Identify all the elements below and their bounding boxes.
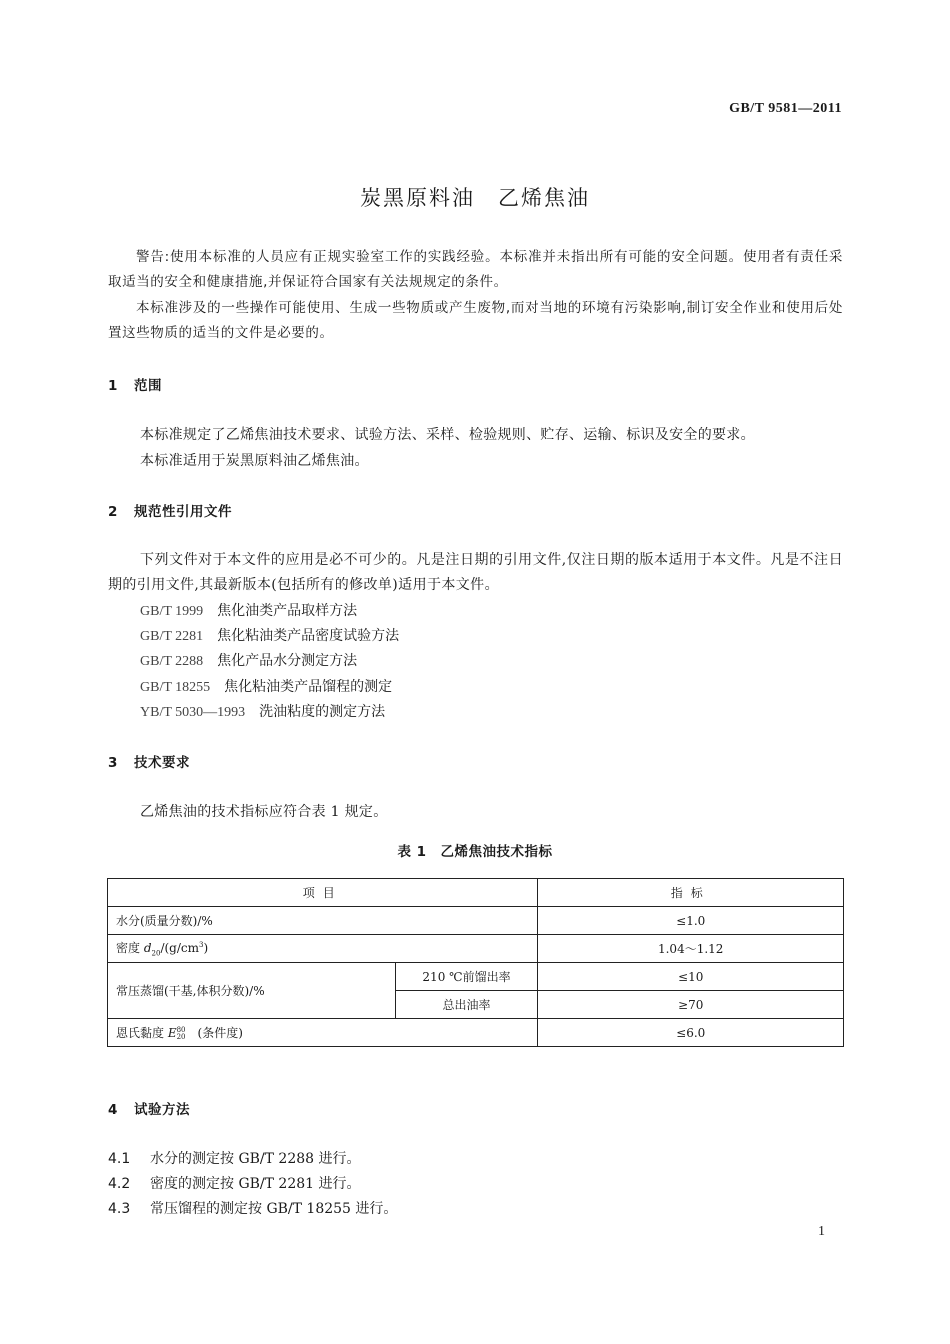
item-text: 水分的测定按 GB/T 2288 进行。 — [150, 1151, 361, 1167]
reference-code: GB/T 2288 — [140, 654, 204, 669]
row-value: ≥70 — [538, 991, 844, 1019]
reference-item — [140, 676, 392, 696]
reference-name: 焦化产品水分测定方法 — [217, 653, 358, 669]
section-title: 范围 — [134, 378, 162, 394]
density-symbol: d — [143, 941, 152, 956]
row-value: ≤10 — [538, 963, 844, 991]
reference-name: 焦化粘油类产品馏程的测定 — [224, 679, 393, 695]
sub-label: 210 ℃前馏出率 — [395, 963, 538, 991]
section-number: 2 — [108, 504, 118, 520]
warning-paragraph-1: 警告:使用本标准的人员应有正规实验室工作的实践经验。本标准并未指出所有可能的安全问题。使用者有责任采取适当的安全和健康措施,并保证符合国家有关法规规定的条件。 — [108, 249, 843, 290]
item-number: 4.3 — [108, 1201, 131, 1217]
reference-item — [140, 600, 357, 620]
reference-name: 洗油粘度的测定方法 — [259, 704, 386, 720]
item-number: 4.1 — [108, 1151, 131, 1167]
reference-name: 焦化粘油类产品密度试验方法 — [217, 628, 400, 644]
section-2-heading — [108, 500, 232, 520]
density-subscript: 20 — [151, 949, 161, 958]
engler-symbol: E — [167, 1026, 177, 1040]
scope-line-2: 本标准适用于炭黑原料油乙烯焦油。 — [140, 453, 369, 469]
reference-code: GB/T 1999 — [140, 604, 204, 619]
standard-code-header: GB/T 9581—2011 — [729, 101, 842, 116]
engler-indices — [177, 1027, 186, 1041]
reference-item — [140, 625, 399, 645]
section-number: 4 — [108, 1102, 118, 1118]
reference-item — [140, 701, 385, 721]
label-text: (条件度) — [185, 1026, 243, 1040]
section-number: 3 — [108, 755, 118, 771]
engler-superscript: 80 — [176, 1025, 186, 1034]
table-header-row — [108, 879, 844, 907]
method-item — [108, 1198, 397, 1218]
row-label — [108, 935, 538, 963]
sub-label: 总出油率 — [395, 991, 538, 1019]
table-row — [108, 963, 844, 991]
scope-line-1: 本标准规定了乙烯焦油技术要求、试验方法、采样、检验规则、贮存、运输、标识及安全的要求。 — [140, 427, 755, 443]
table-caption: 表 1 乙烯焦油技术指标 — [397, 844, 553, 860]
page-title: 炭黑原料油 乙烯焦油 — [360, 186, 590, 210]
method-item — [108, 1148, 361, 1168]
section-title: 试验方法 — [134, 1102, 190, 1118]
warning-paragraph-2: 本标准涉及的一些操作可能使用、生成一些物质或产生废物,而对当地的环境有污染影响,制订安全作业和使用后处置这些物质的适当的文件是必要的。 — [108, 300, 843, 341]
section-number: 1 — [108, 378, 118, 394]
reference-code: GB/T 2281 — [140, 629, 204, 644]
label-text: 恩氏黏度 — [116, 1026, 168, 1040]
reference-item — [140, 650, 357, 670]
label-text: 密度 — [116, 941, 144, 956]
header-item: 项目 — [108, 879, 538, 907]
label-text: ) — [203, 941, 209, 956]
section-3-heading — [108, 751, 190, 771]
header-index: 指标 — [538, 879, 844, 907]
spec-table — [107, 878, 844, 1047]
reference-code: GB/T 18255 — [140, 680, 211, 695]
section-1-heading — [108, 374, 162, 394]
table-row — [108, 935, 844, 963]
item-number: 4.2 — [108, 1176, 131, 1192]
requirements-line: 乙烯焦油的技术指标应符合表 1 规定。 — [140, 804, 388, 820]
method-item — [108, 1173, 361, 1193]
label-text: /(g/cm — [160, 941, 199, 956]
row-value: 1.04～1.12 — [538, 935, 844, 963]
unit-superscript: 3 — [199, 941, 204, 950]
row-value: ≤6.0 — [538, 1019, 844, 1047]
reference-name: 焦化油类产品取样方法 — [217, 603, 358, 619]
row-label: 常压蒸馏(干基,体积分数)/% — [108, 963, 396, 1019]
section-title: 技术要求 — [134, 755, 190, 771]
item-text: 密度的测定按 GB/T 2281 进行。 — [150, 1176, 361, 1192]
page-number: 1 — [818, 1224, 825, 1239]
section-4-heading — [108, 1098, 190, 1118]
table-row — [108, 907, 844, 935]
row-label: 水分(质量分数)/% — [108, 907, 538, 935]
references-intro: 下列文件对于本文件的应用是必不可少的。凡是注日期的引用文件,仅注日期的版本适用于本文件。凡是不注日期的引用文件,其最新版本(包括所有的修改单)适用于本文件。 — [108, 552, 843, 593]
reference-code: YB/T 5030—1993 — [140, 705, 246, 720]
table-row — [108, 1019, 844, 1047]
engler-subscript: 20 — [176, 1032, 186, 1041]
row-value: ≤1.0 — [538, 907, 844, 935]
item-text: 常压馏程的测定按 GB/T 18255 进行。 — [150, 1201, 398, 1217]
row-label — [108, 1019, 538, 1047]
section-title: 规范性引用文件 — [134, 504, 232, 520]
